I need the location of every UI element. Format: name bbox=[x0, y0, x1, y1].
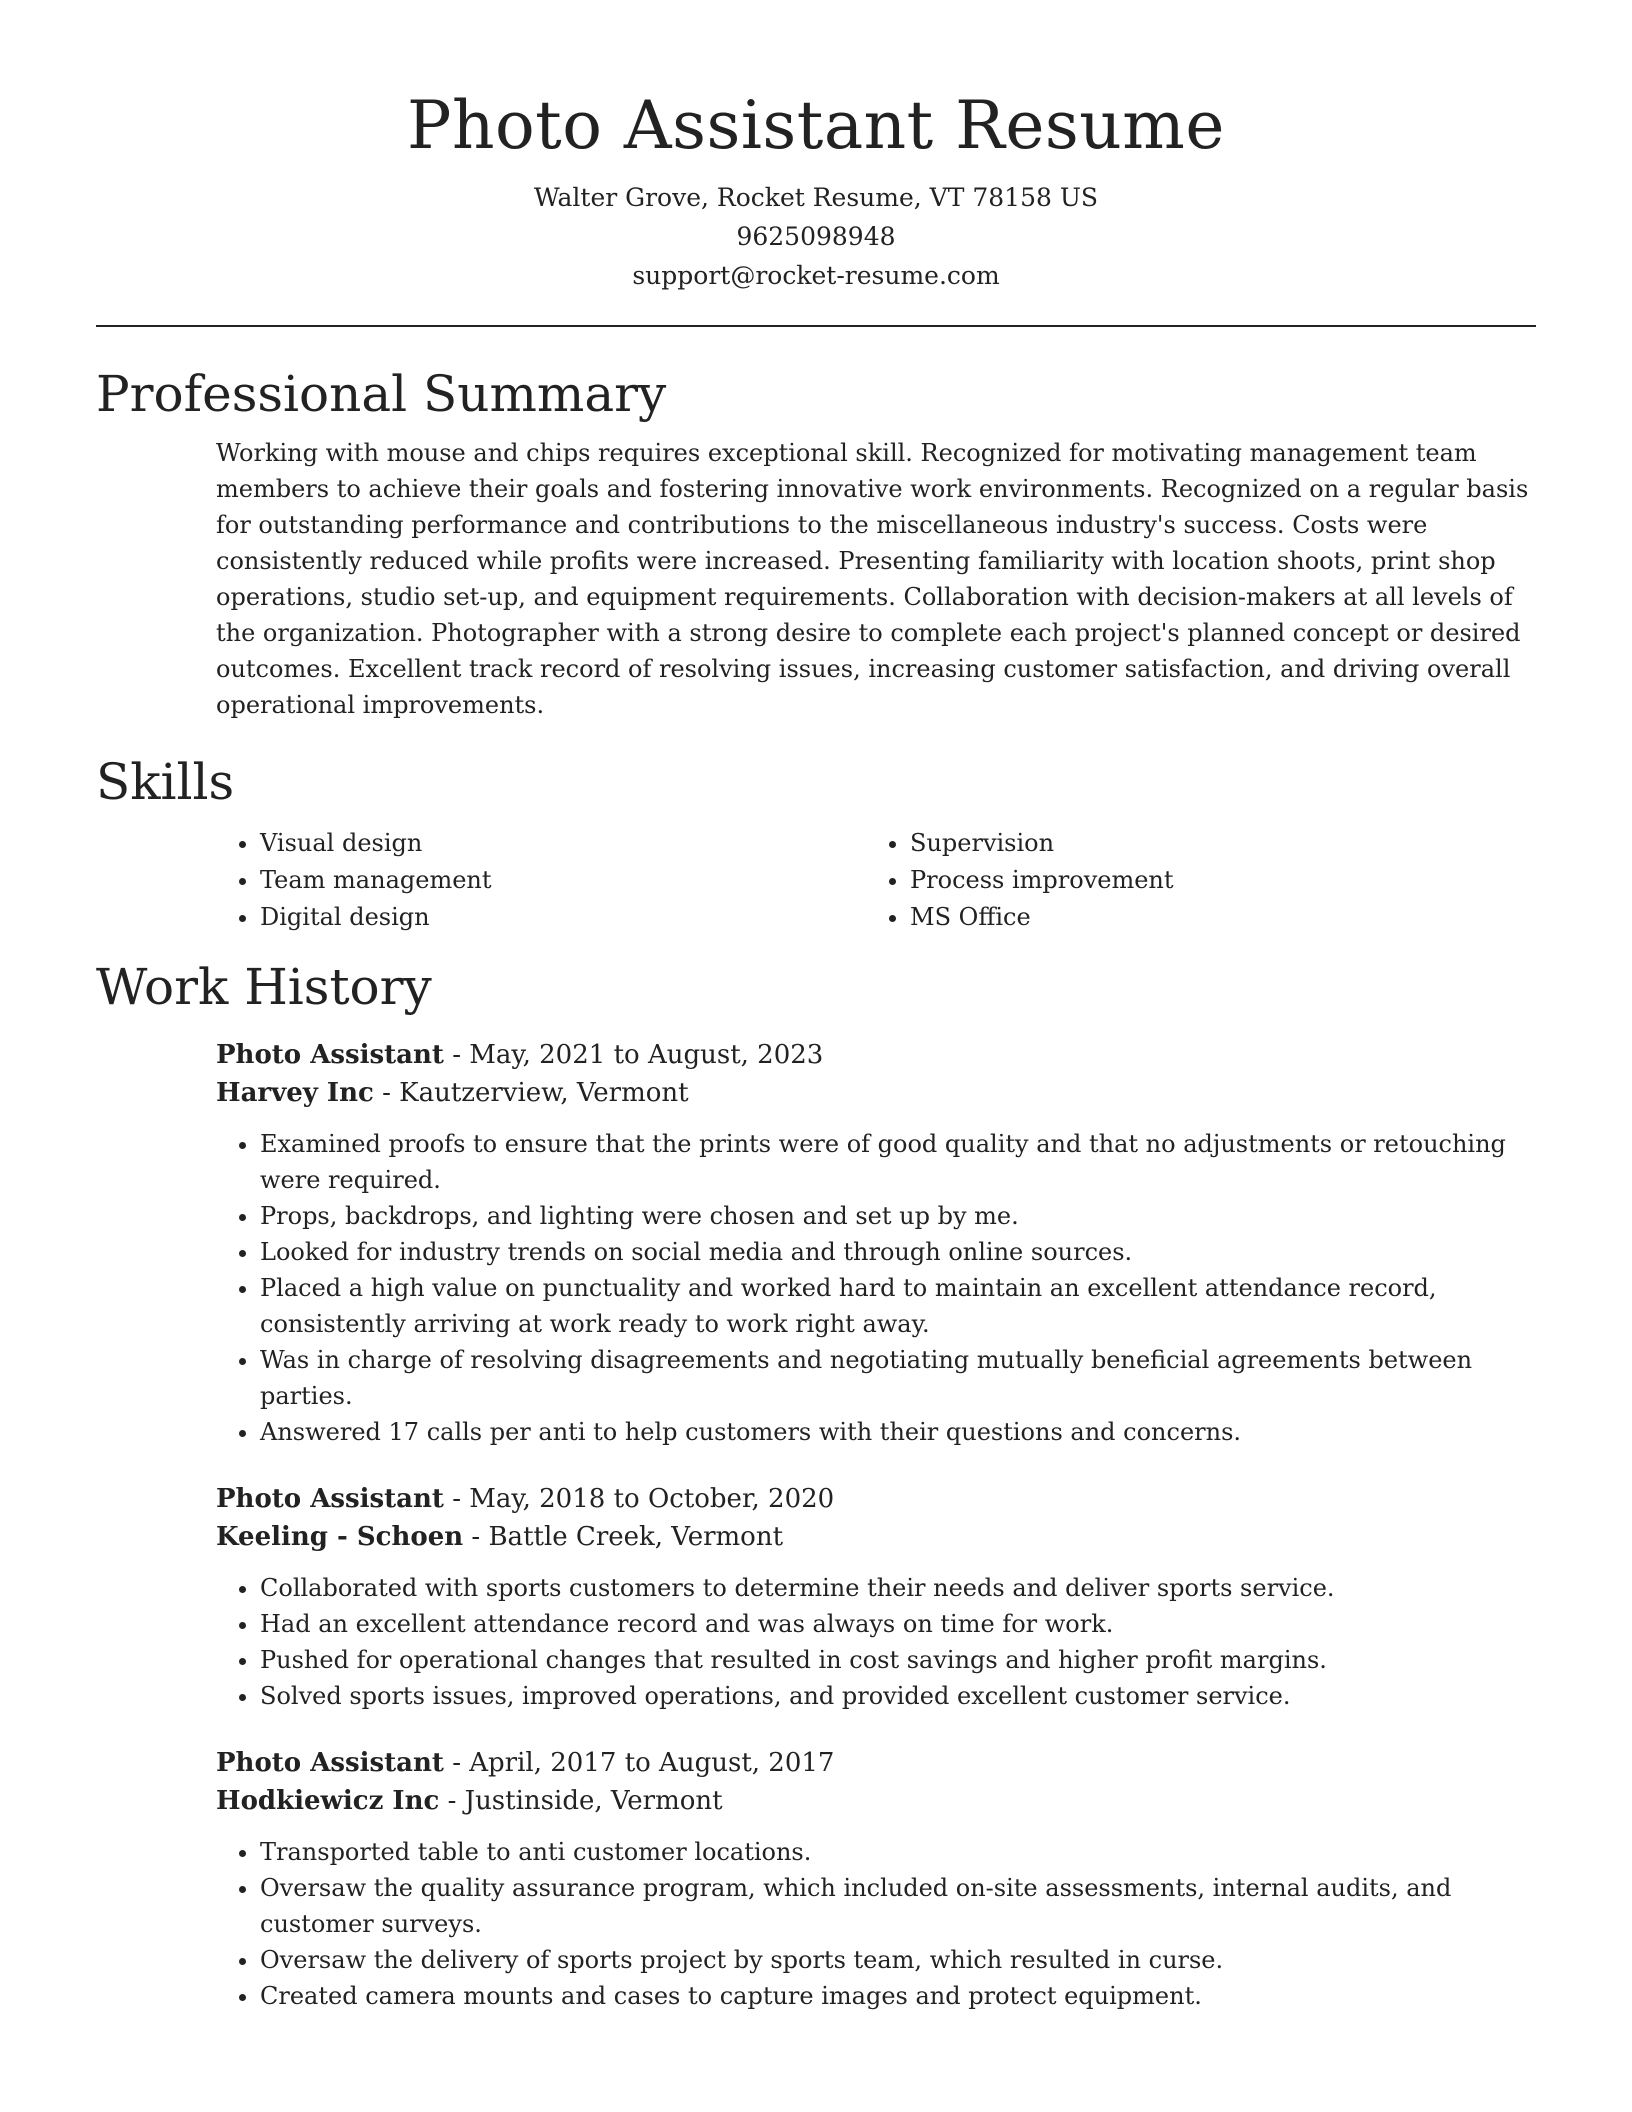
job-bullet: • Examined proofs to ensure that the prints were of good quality and that no adjustments or retouching were required. bbox=[260, 1126, 1536, 1198]
job-dates: - May, 2018 to October, 2020 bbox=[443, 1484, 835, 1514]
resume-header bbox=[96, 0, 1536, 295]
header-divider bbox=[96, 325, 1536, 327]
job-location: - Kautzerview, Vermont bbox=[373, 1078, 689, 1108]
job-title-line bbox=[216, 1036, 1536, 1074]
summary-text: Working with mouse and chips requires exceptional skill. Recognized for motivating management team members to achieve their goals and fostering innovative work environments. Recognized on a regular basis for outstanding performance and contributions to the miscellaneous industry's success. Costs were consistently reduced while profits were increased. Presenting familiarity with location shoots, print shop operations, studio set-up, and equipment requirements. Collaboration with decision-makers at all levels of the organization. Photographer with a strong desire to complete each project's planned concept or desired outcomes. Excellent track record of resolving issues, increasing customer satisfaction, and driving overall operational improvements. bbox=[216, 439, 1529, 719]
job-company-line bbox=[216, 1782, 1536, 1820]
job-bullet: • Oversaw the delivery of sports project by sports team, which resulted in curse. bbox=[260, 1942, 1536, 1978]
contact-phone: 9625098948 bbox=[736, 222, 896, 251]
job-location: - Battle Creek, Vermont bbox=[463, 1522, 784, 1552]
skill-item: • Team management bbox=[260, 862, 866, 899]
summary-heading: Professional Summary bbox=[96, 365, 667, 423]
job-entry bbox=[216, 1744, 1536, 2014]
job-bullet: • Solved sports issues, improved operations, and provided excellent customer service. bbox=[260, 1678, 1536, 1714]
resume-page bbox=[96, 0, 1536, 2014]
job-dates: - April, 2017 to August, 2017 bbox=[443, 1748, 835, 1778]
job-bullet: • Placed a high value on punctuality and worked hard to maintain an excellent attendance record, consistently arriving at work ready to work right away. bbox=[260, 1270, 1536, 1342]
job-bullet: • Collaborated with sports customers to determine their needs and deliver sports service. bbox=[260, 1570, 1536, 1606]
job-bullet: • Looked for industry trends on social media and through online sources. bbox=[260, 1234, 1536, 1270]
skills-list bbox=[216, 825, 1536, 936]
skills-heading: Skills bbox=[96, 753, 235, 811]
job-bullet: • Pushed for operational changes that resulted in cost savings and higher profit margins. bbox=[260, 1642, 1536, 1678]
skills-column-left bbox=[216, 825, 866, 936]
job-location: - Justinside, Vermont bbox=[439, 1786, 723, 1816]
job-bullet: • Created camera mounts and cases to capture images and protect equipment. bbox=[260, 1978, 1536, 2014]
contact-email: support@rocket-resume.com bbox=[632, 261, 1000, 290]
work-history-heading: Work History bbox=[96, 958, 432, 1016]
contact-address: Walter Grove, Rocket Resume, VT 78158 US bbox=[533, 183, 1099, 212]
skill-item: • Process improvement bbox=[910, 862, 1516, 899]
job-bullet: • Oversaw the quality assurance program, which included on-site assessments, internal audits, and customer surveys. bbox=[260, 1870, 1536, 1942]
job-entry bbox=[216, 1036, 1536, 1450]
page-title: Photo Assistant Resume bbox=[407, 87, 1225, 164]
job-company: Hodkiewicz Inc bbox=[216, 1786, 440, 1816]
job-title: Photo Assistant bbox=[216, 1484, 444, 1514]
job-company: Keeling - Schoen bbox=[216, 1522, 464, 1552]
job-title-line bbox=[216, 1480, 1536, 1518]
job-bullet: • Transported table to anti customer locations. bbox=[260, 1834, 1536, 1870]
job-bullets bbox=[216, 1834, 1536, 2014]
job-bullet: • Props, backdrops, and lighting were chosen and set up by me. bbox=[260, 1198, 1536, 1234]
job-bullet: • Answered 17 calls per anti to help customers with their questions and concerns. bbox=[260, 1414, 1536, 1450]
skill-item: • Supervision bbox=[910, 825, 1516, 862]
skill-item: • Digital design bbox=[260, 899, 866, 936]
job-bullet: • Was in charge of resolving disagreements and negotiating mutually beneficial agreements between parties. bbox=[260, 1342, 1536, 1414]
job-company: Harvey Inc bbox=[216, 1078, 374, 1108]
job-title-line bbox=[216, 1744, 1536, 1782]
skill-item: • Visual design bbox=[260, 825, 866, 862]
job-dates: - May, 2021 to August, 2023 bbox=[443, 1040, 824, 1070]
job-bullets bbox=[216, 1126, 1536, 1450]
job-bullets bbox=[216, 1570, 1536, 1714]
job-entry bbox=[216, 1480, 1536, 1714]
job-company-line bbox=[216, 1074, 1536, 1112]
job-title: Photo Assistant bbox=[216, 1040, 444, 1070]
skills-column-right bbox=[866, 825, 1516, 936]
contact-info bbox=[96, 178, 1536, 295]
job-bullet: • Had an excellent attendance record and was always on time for work. bbox=[260, 1606, 1536, 1642]
job-title: Photo Assistant bbox=[216, 1748, 444, 1778]
skill-item: • MS Office bbox=[910, 899, 1516, 936]
job-company-line bbox=[216, 1518, 1536, 1556]
